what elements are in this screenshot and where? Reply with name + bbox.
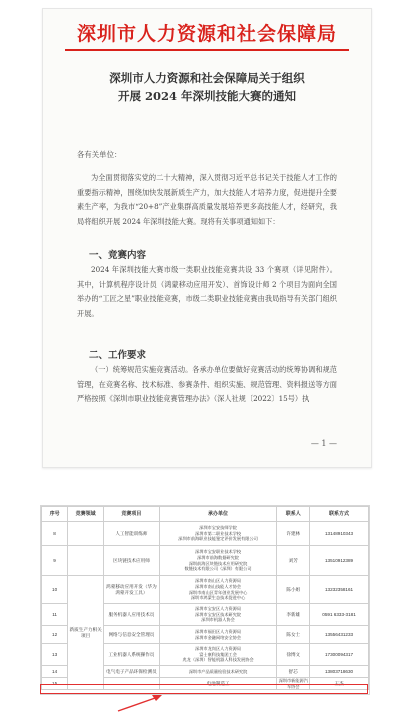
cell-org	[159, 546, 277, 576]
cell-org	[159, 576, 277, 604]
cell-no: 10	[42, 576, 68, 604]
org-line: 深圳市南山区青年创业发展中心	[188, 589, 248, 595]
org-line: 深圳市南山区人力资源局	[195, 578, 242, 584]
cell-no: 9	[42, 546, 68, 576]
org-line: 兆龙（深圳）智能机器人科技发展协会	[182, 657, 254, 663]
cell-no: 13	[42, 644, 68, 666]
header-org: 承办单位	[159, 507, 277, 522]
table-row	[42, 576, 369, 604]
org-line: 深圳市宝安技师学院	[199, 525, 237, 531]
table-header-row	[42, 507, 369, 522]
cell-org	[159, 666, 277, 678]
header-red-rule	[65, 49, 349, 51]
org-line: 深圳市第二职业技术学校	[195, 530, 242, 536]
cell-no: 8	[42, 522, 68, 546]
cell-field: 新质生产力相关项目	[68, 576, 104, 690]
cell-phone: 13148910343	[310, 522, 369, 546]
org-line: 深圳市前海职业技能鉴定评价发展有限公司	[178, 536, 258, 542]
cell-item: 鸿蒙移动应用开发（华为鸿蒙开发工具）	[104, 576, 160, 604]
cell-contact: 李新雄	[277, 604, 310, 626]
table-row	[42, 522, 369, 546]
header-field: 竞赛领域	[68, 507, 104, 522]
header-no: 序号	[42, 507, 68, 522]
cell-field	[68, 522, 104, 546]
org-line: 深圳市福田区人力资源局	[195, 628, 242, 634]
cell-no: 11	[42, 604, 68, 626]
org-line: 深圳市南山技能人才协会	[195, 583, 242, 589]
org-line: 深圳市鸿蒙生态技术促进中心	[190, 595, 246, 601]
cell-field	[68, 546, 104, 576]
header-item: 竞赛项目	[104, 507, 160, 522]
org-line: 深圳市前海数据研究院	[197, 554, 239, 560]
cell-contact: 陈女士	[277, 626, 310, 644]
requirements-paragraph: （一）统筹规范实施竞赛活动。各承办单位要做好竞赛活动的统筹协调和规范管理，在竞赛名称、技术标准、参赛条件、组织实施、规范管理、资料报送等方面严格按照《深圳市职业技能竞赛管理办法》（深人社规〔2022〕15号）执	[77, 365, 337, 404]
bureau-header: 深圳市人力资源和社会保障局	[76, 23, 337, 45]
org-line: 深圳市产品质量检验技术研究院	[188, 668, 248, 674]
org-line: 深圳市宝安区人力资源局	[195, 606, 242, 612]
cell-item: 网络与信息安全管理员	[104, 626, 160, 644]
competition-table	[40, 505, 370, 695]
org-line: 深圳市龙岗区人力资源局	[195, 646, 242, 652]
cell-phone: 13556431233	[310, 626, 369, 644]
title-line-2: 开展 2024 年深圳技能大赛的通知	[117, 89, 296, 103]
cell-contact: 徐博文	[277, 644, 310, 666]
cell-no: 15	[42, 678, 68, 690]
org-line: 深圳前海区块链技术应用研究院	[188, 560, 248, 566]
cell-no: 12	[42, 626, 68, 644]
cell-phone: 13803718630	[310, 666, 369, 678]
cell-item: 工业机器人系统操作员	[104, 644, 160, 666]
cell-phone: 17300094317	[310, 644, 369, 666]
org-line: 深圳市金融网络安全协会	[195, 634, 242, 640]
org-line: 深圳市新能源汽车协会	[278, 678, 308, 689]
org-line: 深圳市宝安职业技术学校	[195, 549, 242, 555]
notice-title	[43, 69, 371, 105]
org-line: 数链技术有限公司（深圳）有限公司	[184, 566, 252, 572]
cell-org	[159, 644, 277, 666]
cell-no: 14	[42, 666, 68, 678]
cell-item: 电气电子产品环保检测员	[104, 666, 160, 678]
cell-contact: 许建林	[277, 522, 310, 546]
section-heading-content: 一、竞赛内容	[89, 250, 147, 261]
cell-phone: 0591 6333-3181	[310, 604, 369, 626]
cell-org	[159, 604, 277, 626]
table-row	[42, 546, 369, 576]
notice-document-page	[42, 8, 372, 468]
intro-paragraph: 为全面贯彻落实党的二十大精神，深入贯彻习近平总书记关于技能人才工作的重要指示精神，围绕加快发展新质生产力，加大技能人才培养力度，促进提升全要素生产率，为我市“20+8”产业集群高质量发展培养更多高技能人才，经研究，我局将组织开展 2024 年深圳技能大赛。现将有关事项通知如下：	[77, 173, 337, 226]
org-line: 深圳市宝安区技术研究院	[195, 611, 242, 617]
cell-org	[159, 626, 277, 644]
cell-contact: 刘芳	[277, 546, 310, 576]
content-paragraph: 2024 年深圳技能大赛市级一类职业技能竞赛共设 33 个赛项（详见附件）。其中，计算机程序设计员（鸿蒙移动应用开发）、首饰设计师 2 个项目为面向全国举办的“工匠之星”职业技能竞赛，市级二类职业技能竞赛由我局指导有关部门组织开展。	[77, 265, 337, 318]
cell-item: 区块链技术应用师	[104, 546, 160, 576]
cell-contact: 王杰	[310, 678, 369, 690]
page-number: — 1 —	[310, 439, 337, 448]
section-heading-requirements: 二、工作要求	[89, 350, 147, 361]
header-contact: 联系人	[277, 507, 310, 522]
highlight-box	[40, 684, 368, 694]
cell-org	[159, 522, 277, 546]
org-line: 富士康科技集团工会	[199, 651, 237, 657]
cell-contact: 陈小姐	[277, 576, 310, 604]
cell-item: 服务机器人应用技术员	[104, 604, 160, 626]
cell-phone: 13232358161	[310, 576, 369, 604]
cell-phone: 13510912389	[310, 546, 369, 576]
addressee: 各有关单位：	[77, 150, 122, 159]
cell-item: 人工智能训练师	[104, 522, 160, 546]
header-phone: 联系方式	[310, 507, 369, 522]
org-line: 深圳市机器人协会	[201, 617, 235, 623]
cell-item: 电池制造工	[159, 678, 277, 690]
cell-contact: 舒芯	[277, 666, 310, 678]
title-line-1: 深圳市人力资源和社会保障局关于组织	[109, 71, 305, 85]
